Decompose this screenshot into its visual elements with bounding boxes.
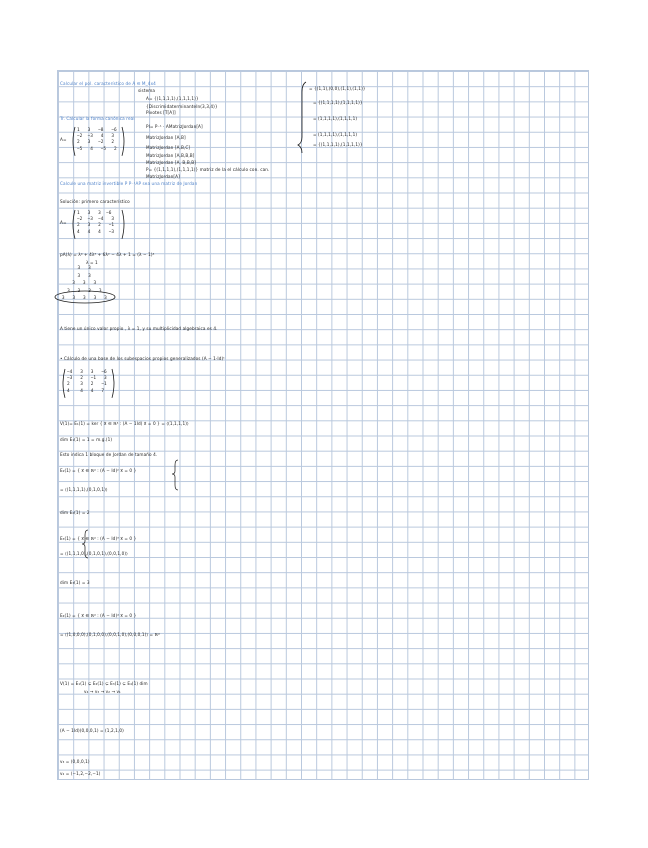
note-line-l5: Pivotes [T[A]] bbox=[146, 110, 176, 115]
note-line-l4: {DiscrimidaterminanteIn(3,3,4)} bbox=[146, 104, 218, 109]
note-line-l24: = ⟨(1,1,1,1),(0,1,0,1)⟩ bbox=[60, 487, 108, 492]
note-line-l2: sistema bbox=[138, 88, 156, 93]
note-line-r5: = {(1,1,1,1),(1,1,1,1)} bbox=[313, 142, 363, 147]
note-line-l25: dim E₂(1) = 2 bbox=[60, 510, 90, 515]
matrix-row: 4 4 4 7 bbox=[67, 388, 105, 394]
note-line-l18: A tiene un único valor propio , λ = 1, y su multiplicidad algebraica es 4. bbox=[60, 326, 218, 331]
note-line-l35: v₂ = (−1,2,−2,−1) bbox=[60, 771, 101, 776]
matrix-row: 1 3 −8 −6 bbox=[77, 128, 117, 133]
note-line-l15: Solución: primero característico bbox=[60, 199, 130, 204]
set-brace-2 bbox=[82, 530, 88, 558]
right-brace bbox=[298, 82, 306, 153]
matrix-row: −2 −3 4 3 bbox=[77, 134, 115, 140]
set-brace-1 bbox=[172, 460, 178, 490]
note-line-l21: dim E₁(1) = 1 = m.g.(1) bbox=[60, 437, 113, 442]
note-line-l20: V(1)= E₁(1) = ker { x⃗ ∈ ℝ⁴ : (A − 1Id) x⃗ = 0 } = ⟨(1,1,1,1)⟩ bbox=[60, 421, 189, 426]
note-line-l3: A= {(1,1,1,1),(1,1,1,1)} bbox=[146, 96, 199, 101]
triangle-row: 3 3 3 3 3 bbox=[61, 296, 107, 301]
triangle-row: 3 3 3 3 bbox=[67, 288, 102, 294]
note-line-l28: dim E₃(1) = 3 bbox=[60, 580, 90, 585]
note-line-l22: Esto indica 1 bloque de Jordan de tamaño 4. bbox=[60, 452, 158, 457]
triangle-row: 3 3 bbox=[77, 273, 91, 279]
note-line-l33: (A − 1Id)(0,0,0,1) = (1,2,1,0) bbox=[60, 728, 124, 733]
note-line-l6: Tr. Calcular la forma canónica real bbox=[60, 116, 135, 121]
note-line-l30: = ⟨(1,0,0,0),(0,1,0,0),(0,0,1,0),(0,0,0,1)⟩ = ℝ⁴ bbox=[60, 632, 160, 637]
note-line-l8: MatrizJordan [A,B] bbox=[146, 135, 186, 140]
note-line-l27: = ⟨(1,1,1,0),(0,1,0,1),(0,0,1,0)⟩ bbox=[60, 551, 128, 556]
matrix-row: −4 3 3 −6 bbox=[67, 370, 107, 375]
triangle-row: 3 3 bbox=[77, 266, 91, 271]
note-line-l26: E₃(1) = { x⃗ ∈ ℝ⁴ : (A − Id)³ x⃗ = 0 } bbox=[60, 536, 137, 541]
note-line-l11: MatrizJordan [A, B,B,B] bbox=[146, 160, 196, 165]
matrix-row: 2 3 2 −1 bbox=[77, 223, 115, 229]
note-line-l1: Calcular el pol. característico de A ∈ M_4x4 bbox=[60, 81, 156, 86]
matrix-row: −5 4 −5 2 bbox=[77, 146, 117, 152]
note-line-l7: Pl= P⁻¹ · AMatrizJordan[A] bbox=[146, 124, 203, 129]
matrix-label: A= bbox=[60, 220, 67, 226]
matrix-label: A= bbox=[60, 137, 67, 143]
note-line-r3: = (1,1,1,1),(1,1,1,1) bbox=[313, 116, 358, 121]
matrix-row: 4 4 4 −3 bbox=[77, 229, 115, 235]
matrix-row: −2 −3 −4 3 bbox=[77, 217, 115, 223]
note-line-l14: Calcule una matriz invertible P P⁻¹AP sea una matriz de Jordan bbox=[60, 181, 198, 186]
note-line-l34: v₃ = (0,0,0,1) bbox=[60, 759, 90, 764]
note-line-l9: MatrizJordan [A,B,C] bbox=[146, 145, 191, 150]
matrix-row: 2 3 2 −1 bbox=[67, 382, 107, 388]
triangle-row: 3 3 3 bbox=[72, 281, 97, 286]
note-line-l29: E₄(1) = { x⃗ ∈ ℝ⁴ : (A − Id)⁴ x⃗ = 0 } bbox=[60, 613, 137, 618]
matrix-row: −3 2 −1 3 bbox=[67, 376, 107, 382]
note-line-l16: pA(λ) = λ⁴ + 4λ³ + 6λ² − 4λ + 1 = (λ − 1)⁴ bbox=[60, 252, 155, 257]
note-line-l17: λ = 1 bbox=[86, 260, 98, 265]
matrix-row: 1 3 3 −6 bbox=[77, 211, 112, 216]
note-line-l10: MatrizJordan [A,B,B,B] bbox=[146, 153, 195, 158]
note-line-l31: V(1) = E₁(1) ⊊ E₂(1) ⊊ E₃(1) ⊊ E₄(1) dim bbox=[60, 681, 148, 686]
note-line-l12: P= {(1,1,1,1),(1,1,1,1)} matriz de la el cálculo con. can. bbox=[146, 167, 270, 172]
note-line-r2: = {(1,1,1,1),(1,1,1,1)} bbox=[313, 100, 363, 105]
note-line-l32: v₄ → v₃ → v₂ → v₁ bbox=[84, 689, 121, 694]
note-line-l23: E₂(1) = { x⃗ ∈ ℝ⁴ : (A − Id)² x⃗ = 0 } bbox=[60, 468, 137, 473]
circled-row bbox=[55, 288, 115, 303]
note-line-r1: = {(1,1),(0,0),(1,1),(1,1)} bbox=[309, 86, 366, 91]
matrix-row: 2 3 −2 2 bbox=[77, 140, 115, 146]
note-line-l19: • Cálculo de una base de los subespacios propios generalizados (A − 1·Id)ᵏ bbox=[60, 356, 226, 361]
note-line-l13: MatrizJordan[A] bbox=[146, 174, 180, 179]
note-line-r4: = (1,1,1,1),(1,1,1,1) bbox=[313, 132, 358, 137]
